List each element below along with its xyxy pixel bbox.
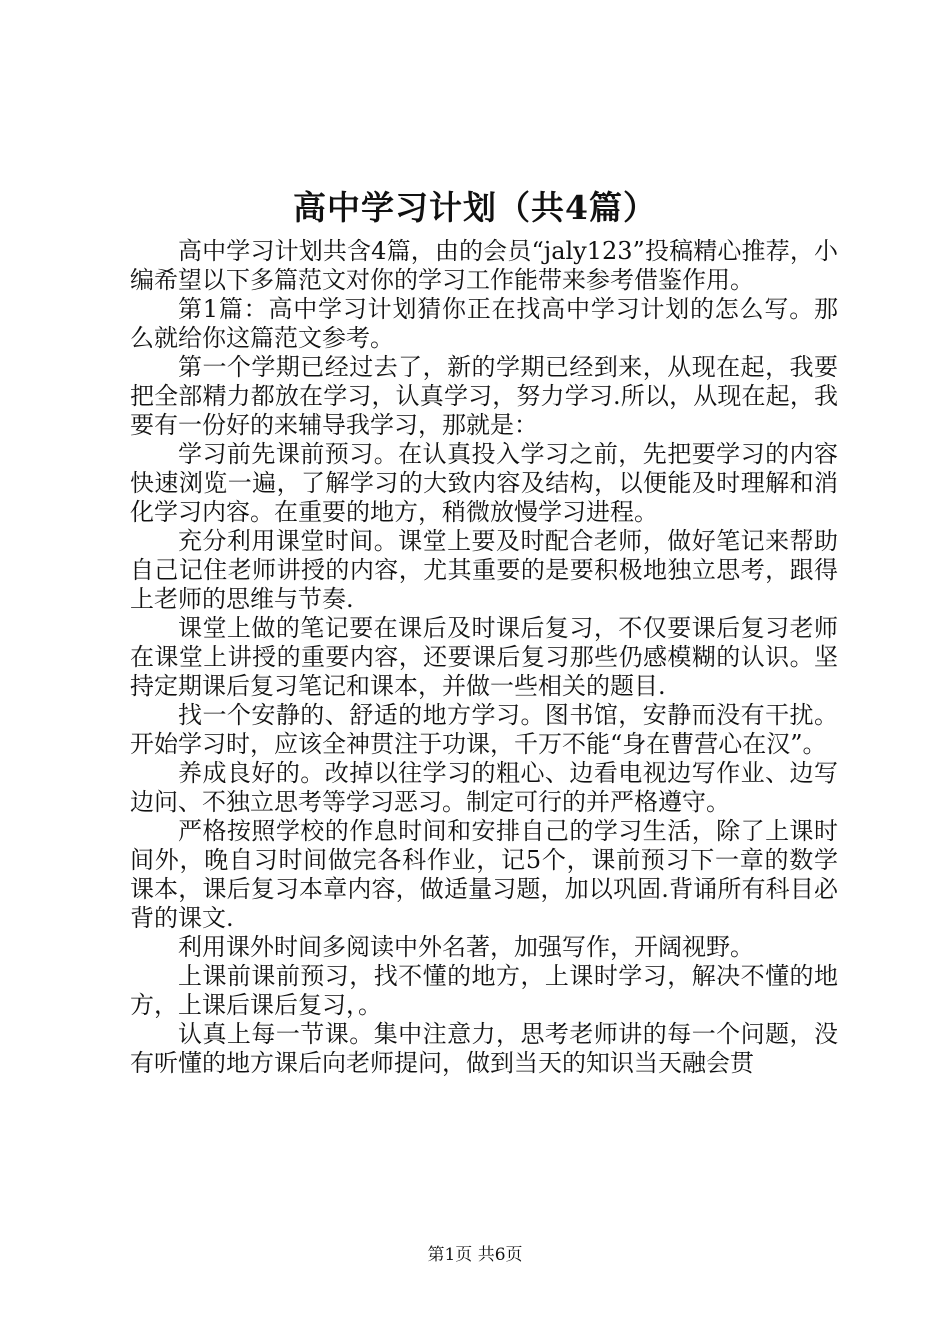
- paragraph: 认真上每一节课。集中注意力，思考老师讲的每一个问题，没有听懂的地方课后向老师提问，做到当天的知识当天融会贯: [130, 1020, 838, 1077]
- paragraph-intro: 高中学习计划共含4篇，由的会员“jaly123”投稿精心推荐，小编希望以下多篇范文对你的学习工作能带来参考借鉴作用。: [130, 237, 838, 294]
- paragraph: 找一个安静的、舒适的地方学习。图书馆，安静而没有干扰。开始学习时，应该全神贯注于功课，千万不能“身在曹营心在汉”。: [130, 701, 838, 758]
- paragraph: 上课前课前预习，找不懂的地方，上课时学习，解决不懂的地方，上课后课后复习，。: [130, 962, 838, 1019]
- document-title: 高中学习计划（共4篇）: [293, 188, 657, 227]
- paragraph: 学习前先课前预习。在认真投入学习之前，先把要学习的内容快速浏览一遍，了解学习的大致内容及结构，以便能及时理解和消化学习内容。在重要的地方，稍微放慢学习进程。: [130, 440, 838, 526]
- document-body: [130, 237, 838, 1078]
- paragraph: 充分利用课堂时间。课堂上要及时配合老师，做好笔记来帮助自己记住老师讲授的内容，尤其重要的是要积极地独立思考，跟得上老师的思维与节奏.: [130, 527, 838, 613]
- paragraph: 养成良好的。改掉以往学习的粗心、边看电视边写作业、边写边问、不独立思考等学习恶习。制定可行的并严格遵守。: [130, 759, 838, 816]
- paragraph-part1-heading: 第1篇：高中学习计划猜你正在找高中学习计划的怎么写。那么就给你这篇范文参考。: [130, 295, 838, 352]
- paragraph: 课堂上做的笔记要在课后及时课后复习，不仅要课后复习老师在课堂上讲授的重要内容，还要课后复习那些仍感模糊的认识。坚持定期课后复习笔记和课本，并做一些相关的题目.: [130, 614, 838, 700]
- paragraph: 严格按照学校的作息时间和安排自己的学习生活，除了上课时间外，晚自习时间做完各科作业，记5个，课前预习下一章的数学课本，课后复习本章内容，做适量习题，加以巩固.背诵所有科目必背的课文.: [130, 817, 838, 932]
- page-footer: 第1页 共6页: [427, 1245, 523, 1265]
- paragraph: 第一个学期已经过去了，新的学期已经到来，从现在起，我要把全部精力都放在学习，认真学习，努力学习.所以，从现在起，我要有一份好的来辅导我学习，那就是：: [130, 353, 838, 439]
- paragraph: 利用课外时间多阅读中外名著，加强写作，开阔视野。: [178, 933, 754, 961]
